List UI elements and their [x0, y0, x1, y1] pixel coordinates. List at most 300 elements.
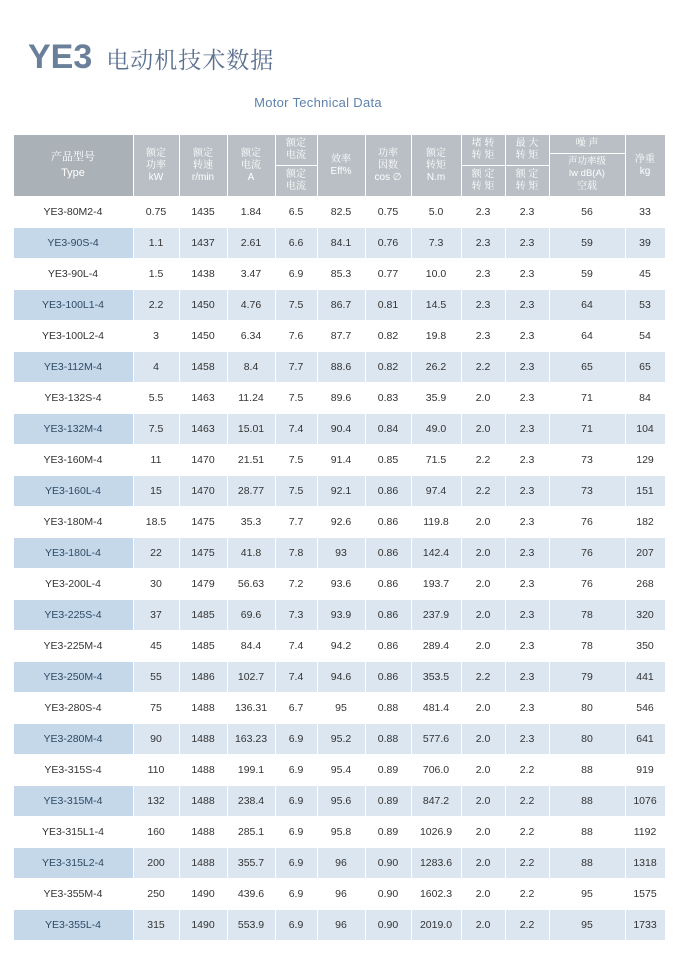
cell-efficiency: 93.6: [317, 569, 365, 600]
cell-type: YE3-355L-4: [13, 910, 133, 941]
cell-type: YE3-100L1-4: [13, 290, 133, 321]
header-locked-current-bot1: 额定: [286, 169, 306, 180]
cell-speed: 1485: [179, 600, 227, 631]
cell-weight: 1318: [625, 848, 665, 879]
cell-locked-current: 7.5: [275, 445, 317, 476]
header-rated-speed: [179, 135, 227, 197]
cell-power: 315: [133, 910, 179, 941]
cell-speed: 1450: [179, 321, 227, 352]
cell-locked-current: 7.6: [275, 321, 317, 352]
cell-noise: 95: [549, 910, 625, 941]
cell-efficiency: 88.6: [317, 352, 365, 383]
cell-type: YE3-315L1-4: [13, 817, 133, 848]
header-locked-current-top2: 电流: [286, 150, 306, 161]
header-rated-speed-l1: 额定: [193, 147, 213, 159]
cell-weight: 151: [625, 476, 665, 507]
cell-power-factor: 0.85: [365, 445, 411, 476]
cell-max-torque: 2.3: [505, 321, 549, 352]
cell-max-torque: 2.3: [505, 569, 549, 600]
cell-weight: 350: [625, 631, 665, 662]
cell-torque: 481.4: [411, 693, 461, 724]
cell-locked-current: 6.9: [275, 259, 317, 290]
cell-power: 160: [133, 817, 179, 848]
cell-current: 355.7: [227, 848, 275, 879]
cell-max-torque: 2.3: [505, 600, 549, 631]
cell-type: YE3-132M-4: [13, 414, 133, 445]
cell-max-torque: 2.3: [505, 507, 549, 538]
header-rated-power: [133, 135, 179, 197]
cell-speed: 1486: [179, 662, 227, 693]
cell-speed: 1479: [179, 569, 227, 600]
cell-efficiency: 84.1: [317, 228, 365, 259]
header-type-en: Type: [61, 166, 85, 179]
cell-max-torque: 2.3: [505, 383, 549, 414]
table-row: [13, 724, 665, 755]
cell-noise: 88: [549, 817, 625, 848]
cell-weight: 1076: [625, 786, 665, 817]
cell-locked-current: 6.9: [275, 879, 317, 910]
cell-locked-torque: 2.0: [461, 383, 505, 414]
header-locked-torque-ratio: [461, 135, 505, 197]
cell-locked-torque: 2.3: [461, 259, 505, 290]
cell-weight: 129: [625, 445, 665, 476]
header-locked-torque-bot1: 额 定: [471, 169, 495, 180]
cell-torque: 10.0: [411, 259, 461, 290]
cell-max-torque: 2.3: [505, 631, 549, 662]
cell-power: 110: [133, 755, 179, 786]
header-efficiency-l2: Eff%: [330, 165, 352, 177]
header-locked-current-top1: 额定: [286, 138, 306, 149]
cell-current: 21.51: [227, 445, 275, 476]
table-row: [13, 786, 665, 817]
table-row: [13, 228, 665, 259]
cell-current: 28.77: [227, 476, 275, 507]
cell-efficiency: 95.4: [317, 755, 365, 786]
cell-power: 37: [133, 600, 179, 631]
cell-power-factor: 0.89: [365, 755, 411, 786]
cell-torque: 706.0: [411, 755, 461, 786]
cell-efficiency: 90.4: [317, 414, 365, 445]
cell-speed: 1488: [179, 786, 227, 817]
cell-power: 11: [133, 445, 179, 476]
cell-efficiency: 92.6: [317, 507, 365, 538]
cell-efficiency: 96: [317, 879, 365, 910]
header-rated-current: [227, 135, 275, 197]
cell-current: 2.61: [227, 228, 275, 259]
cell-torque: 97.4: [411, 476, 461, 507]
header-power-factor-l2: 因数: [378, 159, 398, 171]
cell-torque: 2019.0: [411, 910, 461, 941]
cell-power: 5.5: [133, 383, 179, 414]
cell-locked-torque: 2.0: [461, 569, 505, 600]
table-header-row: [13, 135, 665, 197]
cell-efficiency: 95.2: [317, 724, 365, 755]
cell-power-factor: 0.81: [365, 290, 411, 321]
cell-torque: 1026.9: [411, 817, 461, 848]
cell-max-torque: 2.3: [505, 662, 549, 693]
cell-weight: 53: [625, 290, 665, 321]
cell-locked-current: 6.9: [275, 817, 317, 848]
cell-type: YE3-160L-4: [13, 476, 133, 507]
table-row: [13, 600, 665, 631]
cell-current: 56.63: [227, 569, 275, 600]
cell-power-factor: 0.77: [365, 259, 411, 290]
cell-locked-torque: 2.3: [461, 228, 505, 259]
cell-noise: 59: [549, 228, 625, 259]
cell-power: 200: [133, 848, 179, 879]
cell-type: YE3-280S-4: [13, 693, 133, 724]
cell-locked-current: 6.9: [275, 755, 317, 786]
cell-power-factor: 0.89: [365, 817, 411, 848]
table-row: [13, 631, 665, 662]
cell-power: 15: [133, 476, 179, 507]
cell-power-factor: 0.89: [365, 786, 411, 817]
cell-locked-current: 7.5: [275, 383, 317, 414]
table-row: [13, 383, 665, 414]
cell-max-torque: 2.3: [505, 724, 549, 755]
cell-power: 132: [133, 786, 179, 817]
cell-speed: 1458: [179, 352, 227, 383]
cell-type: YE3-315M-4: [13, 786, 133, 817]
cell-efficiency: 95.8: [317, 817, 365, 848]
cell-locked-torque: 2.0: [461, 879, 505, 910]
cell-speed: 1470: [179, 476, 227, 507]
cell-power-factor: 0.82: [365, 321, 411, 352]
cell-power: 0.75: [133, 197, 179, 228]
cell-max-torque: 2.3: [505, 445, 549, 476]
cell-power-factor: 0.76: [365, 228, 411, 259]
table-row: [13, 817, 665, 848]
cell-power-factor: 0.86: [365, 662, 411, 693]
cell-noise: 76: [549, 538, 625, 569]
cell-type: YE3-160M-4: [13, 445, 133, 476]
cell-locked-current: 7.4: [275, 662, 317, 693]
cell-current: 102.7: [227, 662, 275, 693]
cell-power-factor: 0.86: [365, 600, 411, 631]
cell-power-factor: 0.83: [365, 383, 411, 414]
header-power-factor-l3: cos ∅: [374, 171, 402, 183]
cell-type: YE3-180L-4: [13, 538, 133, 569]
cell-speed: 1488: [179, 848, 227, 879]
table-row: [13, 662, 665, 693]
table-body: [13, 197, 665, 941]
header-noise-mid1: 声功率级: [567, 156, 606, 168]
header-net-weight: [625, 135, 665, 197]
cell-torque: 577.6: [411, 724, 461, 755]
cell-torque: 353.5: [411, 662, 461, 693]
cell-power-factor: 0.86: [365, 507, 411, 538]
table-row: [13, 848, 665, 879]
cell-type: YE3-200L-4: [13, 569, 133, 600]
header-noise-mid2: lw dB(A): [569, 167, 605, 179]
header-rated-torque: [411, 135, 461, 197]
header-rated-current-l2: 电流: [241, 159, 261, 171]
cell-weight: 207: [625, 538, 665, 569]
cell-power: 75: [133, 693, 179, 724]
table-row: [13, 538, 665, 569]
cell-power: 18.5: [133, 507, 179, 538]
header-locked-current-ratio: [275, 135, 317, 197]
cell-noise: 76: [549, 569, 625, 600]
header-locked-torque-bot2: 转 矩: [471, 181, 495, 192]
cell-power-factor: 0.86: [365, 538, 411, 569]
cell-power-factor: 0.88: [365, 724, 411, 755]
cell-speed: 1488: [179, 693, 227, 724]
cell-weight: 546: [625, 693, 665, 724]
cell-locked-current: 7.7: [275, 352, 317, 383]
cell-weight: 45: [625, 259, 665, 290]
table-row: [13, 569, 665, 600]
cell-power: 1.1: [133, 228, 179, 259]
header-net-weight-l1: 净重: [635, 153, 655, 165]
cell-weight: 919: [625, 755, 665, 786]
cell-locked-current: 7.3: [275, 600, 317, 631]
cell-torque: 193.7: [411, 569, 461, 600]
cell-max-torque: 2.2: [505, 786, 549, 817]
cell-locked-current: 7.7: [275, 507, 317, 538]
cell-efficiency: 85.3: [317, 259, 365, 290]
cell-max-torque: 2.3: [505, 414, 549, 445]
table-row: [13, 414, 665, 445]
cell-locked-torque: 2.0: [461, 600, 505, 631]
cell-weight: 1733: [625, 910, 665, 941]
cell-max-torque: 2.3: [505, 228, 549, 259]
cell-speed: 1463: [179, 414, 227, 445]
header-noise-condition: 空载: [577, 180, 597, 192]
table-row: [13, 259, 665, 290]
cell-type: YE3-112M-4: [13, 352, 133, 383]
cell-power: 1.5: [133, 259, 179, 290]
cell-type: YE3-100L2-4: [13, 321, 133, 352]
cell-power: 4: [133, 352, 179, 383]
cell-torque: 71.5: [411, 445, 461, 476]
cell-type: YE3-315S-4: [13, 755, 133, 786]
cell-type: YE3-132S-4: [13, 383, 133, 414]
header-rated-torque-unit: N.m: [426, 171, 446, 183]
cell-locked-current: 7.5: [275, 476, 317, 507]
cell-efficiency: 94.2: [317, 631, 365, 662]
cell-torque: 49.0: [411, 414, 461, 445]
cell-max-torque: 2.3: [505, 352, 549, 383]
cell-type: YE3-180M-4: [13, 507, 133, 538]
cell-power: 22: [133, 538, 179, 569]
cell-locked-torque: 2.2: [461, 662, 505, 693]
header-rated-power-l2: 功率: [146, 159, 166, 171]
header-rated-torque-l2: 转矩: [426, 159, 446, 171]
cell-weight: 84: [625, 383, 665, 414]
cell-power-factor: 0.88: [365, 693, 411, 724]
header-locked-torque-top2: 转 矩: [471, 150, 495, 161]
cell-efficiency: 94.6: [317, 662, 365, 693]
cell-power-factor: 0.75: [365, 197, 411, 228]
title-row: [28, 38, 678, 77]
cell-power: 90: [133, 724, 179, 755]
cell-type: YE3-250M-4: [13, 662, 133, 693]
cell-power: 2.2: [133, 290, 179, 321]
cell-speed: 1475: [179, 538, 227, 569]
cell-power-factor: 0.86: [365, 569, 411, 600]
cell-type: YE3-315L2-4: [13, 848, 133, 879]
cell-weight: 1575: [625, 879, 665, 910]
cell-weight: 320: [625, 600, 665, 631]
cell-speed: 1475: [179, 507, 227, 538]
cell-torque: 237.9: [411, 600, 461, 631]
table-row: [13, 445, 665, 476]
header-rated-current-unit: A: [247, 171, 255, 183]
cell-locked-torque: 2.0: [461, 755, 505, 786]
cell-type: YE3-80M2-4: [13, 197, 133, 228]
cell-noise: 95: [549, 879, 625, 910]
cell-locked-current: 6.7: [275, 693, 317, 724]
cell-noise: 71: [549, 383, 625, 414]
cell-locked-torque: 2.3: [461, 197, 505, 228]
cell-power: 30: [133, 569, 179, 600]
cell-torque: 289.4: [411, 631, 461, 662]
cell-current: 199.1: [227, 755, 275, 786]
cell-torque: 7.3: [411, 228, 461, 259]
cell-speed: 1488: [179, 817, 227, 848]
cell-current: 136.31: [227, 693, 275, 724]
header-efficiency-l1: 效率: [331, 153, 351, 165]
cell-type: YE3-355M-4: [13, 879, 133, 910]
table-row: [13, 755, 665, 786]
cell-locked-torque: 2.3: [461, 321, 505, 352]
cell-locked-current: 6.6: [275, 228, 317, 259]
cell-max-torque: 2.2: [505, 755, 549, 786]
page-title: 电动机技术数据: [106, 47, 275, 73]
cell-max-torque: 2.2: [505, 817, 549, 848]
cell-locked-current: 6.9: [275, 910, 317, 941]
cell-noise: 64: [549, 290, 625, 321]
cell-power-factor: 0.82: [365, 352, 411, 383]
header-noise-title: 噪 声: [550, 136, 625, 155]
header-type-cn: 产品型号: [51, 151, 95, 164]
cell-noise: 88: [549, 848, 625, 879]
table-row: [13, 197, 665, 228]
cell-efficiency: 89.6: [317, 383, 365, 414]
cell-locked-torque: 2.0: [461, 538, 505, 569]
cell-torque: 14.5: [411, 290, 461, 321]
cell-locked-torque: 2.0: [461, 693, 505, 724]
cell-max-torque: 2.2: [505, 910, 549, 941]
cell-speed: 1490: [179, 879, 227, 910]
table-row: [13, 910, 665, 941]
header-noise-unit-group: [550, 154, 625, 180]
cell-speed: 1450: [179, 290, 227, 321]
cell-torque: 5.0: [411, 197, 461, 228]
cell-torque: 19.8: [411, 321, 461, 352]
cell-efficiency: 92.1: [317, 476, 365, 507]
cell-type: YE3-225M-4: [13, 631, 133, 662]
cell-locked-torque: 2.0: [461, 786, 505, 817]
cell-power: 7.5: [133, 414, 179, 445]
cell-weight: 641: [625, 724, 665, 755]
cell-max-torque: 2.3: [505, 259, 549, 290]
cell-speed: 1470: [179, 445, 227, 476]
cell-noise: 65: [549, 352, 625, 383]
cell-speed: 1437: [179, 228, 227, 259]
cell-power: 250: [133, 879, 179, 910]
cell-efficiency: 82.5: [317, 197, 365, 228]
cell-weight: 33: [625, 197, 665, 228]
table-row: [13, 507, 665, 538]
cell-current: 8.4: [227, 352, 275, 383]
cell-type: YE3-280M-4: [13, 724, 133, 755]
table-row: [13, 879, 665, 910]
cell-power-factor: 0.90: [365, 879, 411, 910]
cell-power-factor: 0.90: [365, 910, 411, 941]
cell-torque: 119.8: [411, 507, 461, 538]
cell-torque: 1602.3: [411, 879, 461, 910]
cell-current: 163.23: [227, 724, 275, 755]
brand-logo: YE3: [28, 38, 93, 76]
cell-locked-current: 6.9: [275, 724, 317, 755]
cell-weight: 268: [625, 569, 665, 600]
cell-weight: 39: [625, 228, 665, 259]
cell-speed: 1463: [179, 383, 227, 414]
cell-max-torque: 2.2: [505, 848, 549, 879]
cell-noise: 73: [549, 445, 625, 476]
cell-locked-torque: 2.0: [461, 631, 505, 662]
cell-locked-current: 6.9: [275, 786, 317, 817]
page-subtitle: Motor Technical Data: [254, 95, 382, 110]
cell-current: 15.01: [227, 414, 275, 445]
cell-current: 41.8: [227, 538, 275, 569]
cell-current: 439.6: [227, 879, 275, 910]
cell-noise: 88: [549, 755, 625, 786]
cell-max-torque: 2.3: [505, 693, 549, 724]
cell-power-factor: 0.90: [365, 848, 411, 879]
cell-type: YE3-90L-4: [13, 259, 133, 290]
header-locked-torque-top1: 堵 转: [471, 138, 495, 149]
header-rated-speed-unit: r/min: [191, 171, 215, 183]
cell-type: YE3-90S-4: [13, 228, 133, 259]
page-header: [0, 0, 678, 110]
cell-current: 84.4: [227, 631, 275, 662]
cell-speed: 1485: [179, 631, 227, 662]
cell-efficiency: 95.6: [317, 786, 365, 817]
header-rated-speed-l2: 转速: [193, 159, 213, 171]
cell-noise: 73: [549, 476, 625, 507]
cell-max-torque: 2.3: [505, 476, 549, 507]
header-power-factor-l1: 功率: [378, 147, 398, 159]
cell-max-torque: 2.2: [505, 879, 549, 910]
cell-torque: 26.2: [411, 352, 461, 383]
cell-locked-current: 6.9: [275, 848, 317, 879]
header-power-factor: [365, 135, 411, 197]
cell-locked-torque: 2.2: [461, 352, 505, 383]
cell-power-factor: 0.86: [365, 476, 411, 507]
cell-locked-torque: 2.0: [461, 507, 505, 538]
header-noise: [549, 135, 625, 197]
cell-current: 1.84: [227, 197, 275, 228]
cell-torque: 35.9: [411, 383, 461, 414]
header-max-torque-top1: 最 大: [515, 138, 539, 149]
cell-noise: 78: [549, 600, 625, 631]
cell-efficiency: 87.7: [317, 321, 365, 352]
header-locked-current-bot2: 电流: [286, 181, 306, 192]
cell-locked-current: 6.5: [275, 197, 317, 228]
table-header: [13, 135, 665, 197]
cell-locked-torque: 2.0: [461, 724, 505, 755]
header-rated-current-l1: 额定: [241, 147, 261, 159]
table-row: [13, 321, 665, 352]
cell-efficiency: 96: [317, 910, 365, 941]
cell-speed: 1490: [179, 910, 227, 941]
cell-current: 285.1: [227, 817, 275, 848]
cell-locked-torque: 2.2: [461, 445, 505, 476]
cell-max-torque: 2.3: [505, 197, 549, 228]
